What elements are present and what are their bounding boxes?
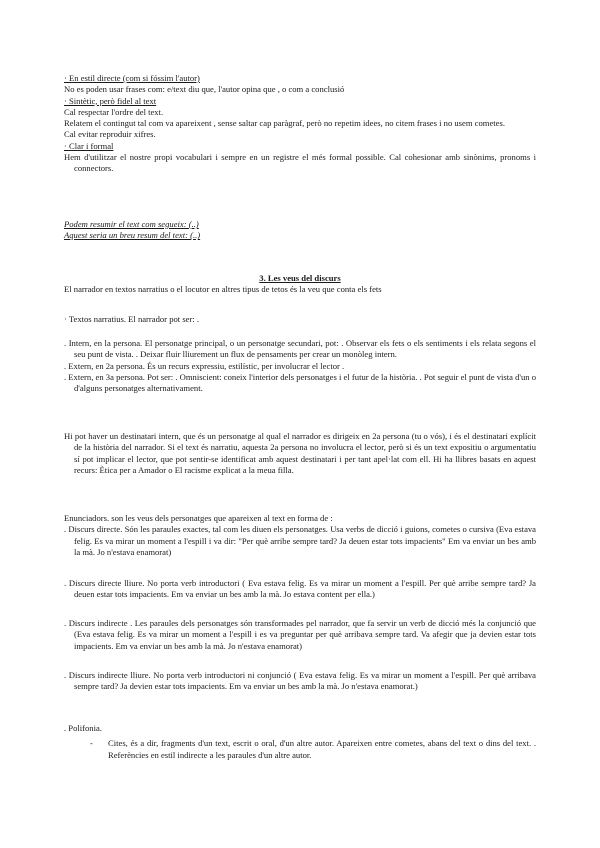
enunciators-section <box>64 513 536 558</box>
list-item: . Intern, en la persona. El personatge principal, o un personatge secundari, pot: . Observar els fets o els sentiments i els relata segons el seu punt de vista. . Deixar fluir lliurement un flux de pensaments per crear un monòleg intern. <box>64 338 536 360</box>
free-indirect-speech <box>64 670 536 693</box>
list-item: . Discurs indirecte . Les paraules dels personatges són transformades pel narrador, que fa servir un verb de dicció més la conjunció que (Eva estava felig. Es va mirar un moment a l'espill i es va preguntar per què arribava sempre tard. Va afegir que ja devien estar tots impacients. Em va enviar un bes amb la mà. Jo n'estava enamorat) <box>64 618 536 651</box>
section-definition: El narrador en textos narratius o el locutor en altres tipus de tetos és la veu que conta els fets <box>64 284 382 295</box>
list-item: . Extern, en 2a persona. És un recurs expressiu, estilístic, per involucrar el lector . <box>64 360 345 371</box>
summary-phrases <box>64 219 536 242</box>
guideline-heading-direct-style: · En estil directe (com si fóssim l'autor) <box>64 73 200 83</box>
summary-guidelines <box>64 73 536 175</box>
section-title: 3. Les veus del discurs <box>259 273 341 283</box>
free-direct-speech <box>64 578 536 601</box>
internal-recipient-paragraph <box>64 431 536 476</box>
summary-phrase: Podem resumir el text com segueix: (..) <box>64 219 199 229</box>
guideline-text: Cal respectar l'ordre del text. <box>64 106 164 117</box>
guideline-text: Hem d'utilitzar el nostre propi vocabulari i sempre en un registre el més formal possible. Cal cohesionar amb sinònims, pronoms i connectors. <box>64 152 536 174</box>
guideline-heading-synthetic: · Sintètic, però fidel al text <box>64 95 157 106</box>
narrative-lead-text: · Textos narratius. El narrador pot ser: . <box>64 314 200 324</box>
enunciators-lead: Enunciadors. son les veus dels personatges que apareixen al text en forma de : <box>64 513 333 523</box>
polyphony-section <box>64 723 536 761</box>
polyphony-lead: . Polifonia. <box>64 723 102 733</box>
narrator-types-list <box>64 338 536 394</box>
dash-bullet: - <box>90 738 93 749</box>
section-voices <box>64 273 536 296</box>
list-item: . Discurs directe lliure. No porta verb introductori ( Eva estava felig. Es va mirar un moment a l'espill. Per què arribe sempre tard? Ja deuen estar tots impacients. Em va enviar un bes amb la mà. Jo estava content per ella.) <box>64 578 536 600</box>
summary-phrase: Aquest seria un breu resum del text: (..) <box>64 230 201 241</box>
guideline-heading-clear-formal: · Clar i formal <box>64 140 114 151</box>
list-item: . Discurs indirecte lliure. No porta verb introductori ni conjunció ( Eva estava felig. Es va mirar un moment a l'espill. Per què arribava sempre tard? Ja devien estar tots impacients. Em va enviar un bes amb la mà. Jo n'estava enamorat.) <box>64 670 536 692</box>
polyphony-item-text: Cites, és a dir, fragments d'un text, escrit o oral, d'un altre autor. Apareixen entre cometes, abans del text o dins del text. . Referències en estil indirecte a les paraules d'un altre autor. <box>108 738 536 760</box>
narrative-lead <box>64 314 536 325</box>
indirect-speech <box>64 618 536 652</box>
list-item: . Discurs directe. Són les paraules exactes, tal com les diuen els personatges. Usa verbs de dicció i guions, cometes o cursiva (Eva estava felig. Es va mirar un moment a l'espill i va dir: "Per què arribe sempre tard? Ja deuen estar tots impacients" Em va enviar un bes amb la mà. Jo n'estava enamorat) <box>64 524 536 557</box>
guideline-text: Relatem el contingut tal com va apareixent , sense saltar cap paràgraf, però no repetim idees, no citem frases i no usem cometes. <box>64 118 505 129</box>
polyphony-item <box>64 738 536 761</box>
paragraph-text: Hi pot haver un destinatari intern, que és un personatge al qual el narrador es dirigeix en 2a persona (tu o vós), i és el destinatari explícit de la història del narrador. Si el text és narratiu, aquesta 2a persona no involucra el lector, però si és un text expositiu o argumentatiu sí pot implicar el lector, que pot sentir-se identificat amb aquest destinatari i per tant apel·lat com ell. Hi ha llibres basats en aquest recurs: Ètica per a Amador o El racisme explicat a la meua filla. <box>64 431 536 475</box>
guideline-text: No es poden usar frases com: e/text diu que, l'autor opina que , o com a conclusió <box>64 84 345 95</box>
list-item: . Extern, en 3a persona. Pot ser: . Omniscient: coneix l'interior dels personatges i el futur de la història. . Pot seguir el punt de vista d'un o d'alguns personatges alternativament. <box>64 371 536 394</box>
guideline-text: Cal evitar reproduir xifres. <box>64 129 156 140</box>
